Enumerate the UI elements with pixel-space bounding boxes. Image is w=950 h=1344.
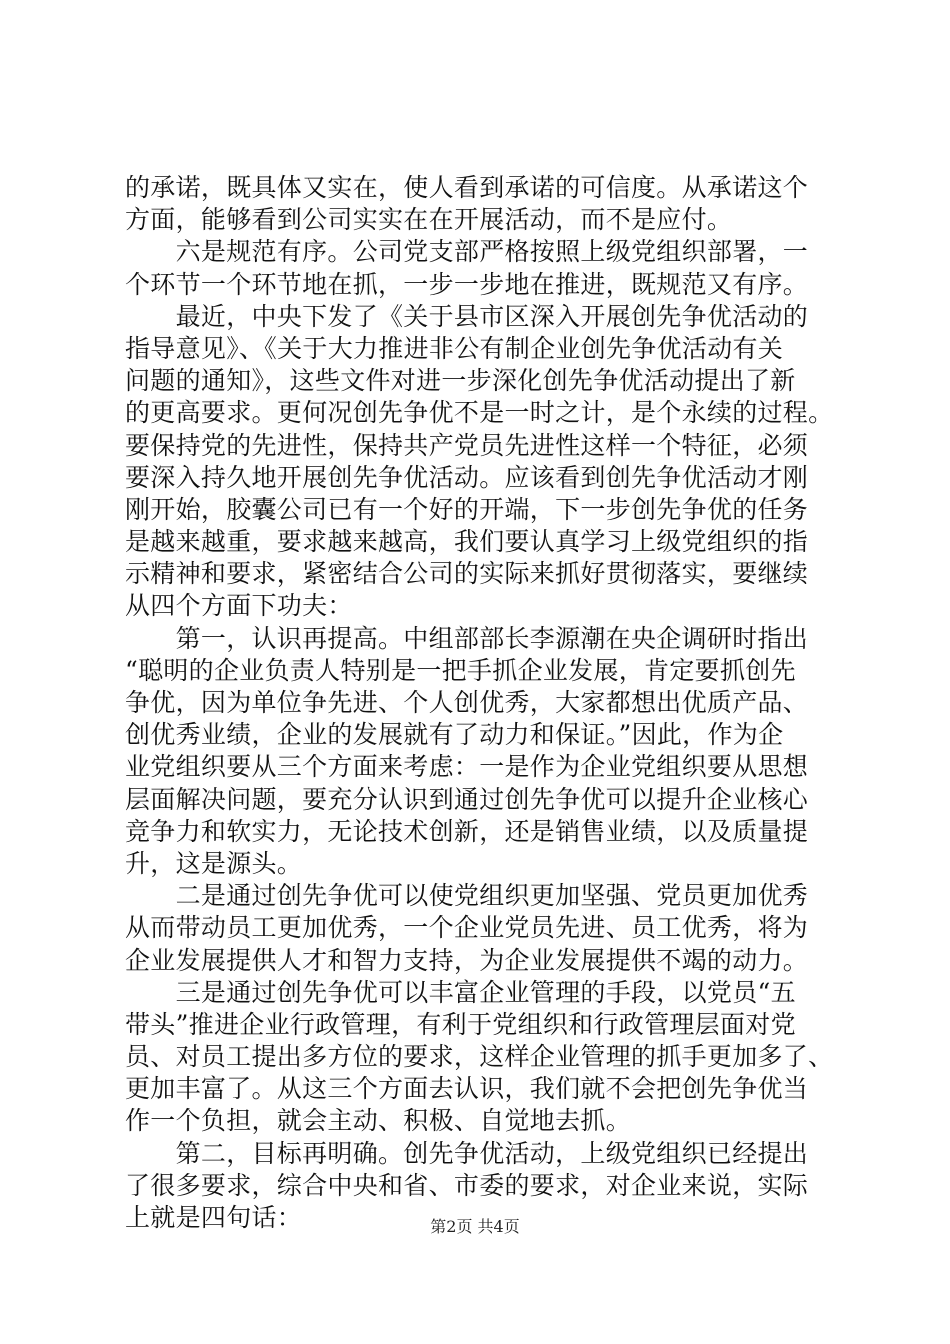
text-line: 个环节一个环节地在抓，一步一步地在推进，既规范又有序。: [125, 269, 809, 299]
text-line: 最近，中央下发了《关于县市区深入开展创先争优活动的: [125, 301, 809, 331]
page-footer: 第2页 共4页: [430, 1217, 520, 1236]
text-line: 是越来越重，要求越来越高，我们要认真学习上级党组织的指: [125, 527, 809, 557]
text-line: 第一，认识再提高。中组部部长李源潮在央企调研时指出: [125, 623, 809, 653]
body-text: [125, 172, 845, 1234]
text-line: “聪明的企业负责人特别是一把手抓企业发展，肯定要抓创先: [125, 655, 796, 685]
text-line: 作一个负担，就会主动、积极、自觉地去抓。: [125, 1106, 632, 1136]
text-line: 争优，因为单位争先进、个人创优秀，大家都想出优质产品、: [125, 688, 809, 717]
text-line: 创优秀业绩，企业的发展就有了动力和保证。”因此，作为企: [125, 720, 784, 750]
text-line: 要保持党的先进性，保持共产党员先进性这样一个特征，必须: [125, 430, 809, 460]
text-line: 业党组织要从三个方面来考虑：一是作为企业党组织要从思想: [125, 752, 809, 782]
text-line: 从而带动员工更加优秀，一个企业党员先进、员工优秀，将为: [125, 913, 809, 943]
text-line: 带头”推进企业行政管理，有利于党组织和行政管理层面对党: [125, 1009, 796, 1039]
text-line: 层面解决问题，要充分认识到通过创先争优可以提升企业核心: [125, 784, 809, 814]
text-line: 了很多要求，综合中央和省、市委的要求，对企业来说，实际: [125, 1170, 809, 1200]
text-line: 示精神和要求，紧密结合公司的实际来抓好贯彻落实，要继续: [125, 559, 809, 589]
text-line: 第二，目标再明确。创先争优活动，上级党组织已经提出: [125, 1138, 809, 1168]
text-line: 的更高要求。更何况创先争优不是一时之计，是个永续的过程。: [125, 398, 834, 428]
text-line: 竞争力和软实力，无论技术创新，还是销售业绩，以及质量提: [125, 816, 809, 846]
text-line: 三是通过创先争优可以丰富企业管理的手段，以党员“五: [125, 977, 796, 1007]
text-line: 从四个方面下功夫：: [125, 591, 353, 621]
text-line: 上就是四句话：: [125, 1203, 303, 1232]
text-line: 升，这是源头。: [125, 848, 303, 878]
text-line: 要深入持久地开展创先争优活动。应该看到创先争优活动才刚: [125, 462, 809, 492]
text-line: 问题的通知》，这些文件对进一步深化创先争优活动提出了新: [125, 366, 796, 396]
text-line: 的承诺，既具体又实在，使人看到承诺的可信度。从承诺这个: [125, 173, 809, 202]
text-line: 二是通过创先争优可以使党组织更加坚强、党员更加优秀: [125, 881, 809, 911]
text-line: 指导意见》、《关于大力推进非公有制企业创先争优活动有关: [125, 333, 784, 363]
text-line: 更加丰富了。从这三个方面去认识，我们就不会把创先争优当: [125, 1074, 809, 1104]
text-line: 企业发展提供人才和智力支持，为企业发展提供不竭的动力。: [125, 945, 809, 975]
text-line: 刚开始，胶囊公司已有一个好的开端，下一步创先争优的任务: [125, 494, 809, 524]
text-line: 员、对员工提出多方位的要求，这样企业管理的抓手更加多了、: [125, 1042, 834, 1072]
text-line: 方面，能够看到公司实实在在开展活动，而不是应付。: [125, 205, 733, 235]
text-line: 六是规范有序。公司党支部严格按照上级党组织部署，一: [125, 237, 809, 267]
